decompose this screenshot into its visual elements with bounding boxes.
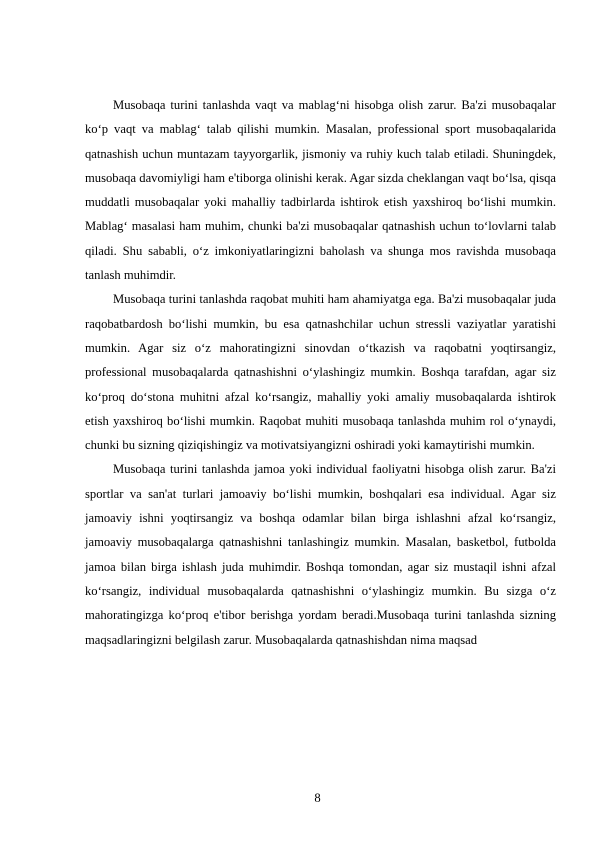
- page-number: 8: [314, 791, 321, 805]
- document-body: [85, 93, 556, 652]
- paragraph-time-and-budget: Musobaqa turini tanlashda vaqt va mablag‘ni hisobga olish zarur. Ba'zi musobaqalar ko‘p vaqt va mablag‘ talab qilishi mumkin. Masalan, professional sport musobaqalarida qatnashish uchun muntazam tayyorgarlik, jismoniy va ruhiy kuch talab etiladi. Shuningdek, musobaqa davomiyligi ham e'tiborga olinishi kerak. Agar sizda cheklangan vaqt bo‘lsa, qisqa muddatli musobaqalar yoki mahalliy tadbirlarda ishtirok etish yaxshiroq bo‘lishi mumkin. Mablag‘ masalasi ham muhim, chunki ba'zi musobaqalar qatnashish uchun to‘lovlarni talab qiladi. Shu sababli, o‘z imkoniyatlaringizni baholash va shunga mos ravishda musobaqa tanlash muhimdir.: [85, 98, 556, 283]
- paragraph-team-or-individual: Musobaqa turini tanlashda jamoa yoki individual faoliyatni hisobga olish zarur. Ba'zi sportlar va san'at turlari jamoaviy bo‘lishi mumkin, boshqalari esa individual. Agar siz jamoaviy ishni yoqtirsangiz va boshqa odamlar bilan birga ishlashni afzal ko‘rsangiz, jamoaviy musobaqalarga qatnashishni tanlashingiz mumkin. Masalan, basketbol, futbolda jamoa bilan birga ishlash juda muhimdir. Boshqa tomondan, agar siz mustaqil ishni afzal ko‘rsangiz, individual musobaqalarda qatnashishni o‘ylashingiz mumkin. Bu sizga o‘z mahoratingizga ko‘proq e'tibor berishga yordam beradi.Musobaqa turini tanlashda sizning maqsadlaringizni belgilash zarur. Musobaqalarda qatnashishdan nima maqsad: [85, 462, 556, 647]
- paragraph-competition-environment: Musobaqa turini tanlashda raqobat muhiti ham ahamiyatga ega. Ba'zi musobaqalar juda raqobatbardosh bo‘lishi mumkin, bu esa qatnashchilar uchun stressli vaziyatlar yaratishi mumkin. Agar siz o‘z mahoratingizni sinovdan o‘tkazish va raqobatni yoqtirsangiz, professional musobaqalarda qatnashishni o‘ylashingiz mumkin. Boshqa tarafdan, agar siz ko‘proq do‘stona muhitni afzal ko‘rsangiz, mahalliy yoki amaliy musobaqalarda ishtirok etish yaxshiroq bo‘lishi mumkin. Raqobat muhiti musobaqa tanlashda muhim rol o‘ynaydi, chunki bu sizning qiziqishingiz va motivatsiyangizni oshiradi yoki kamaytirishi mumkin.: [85, 292, 556, 453]
